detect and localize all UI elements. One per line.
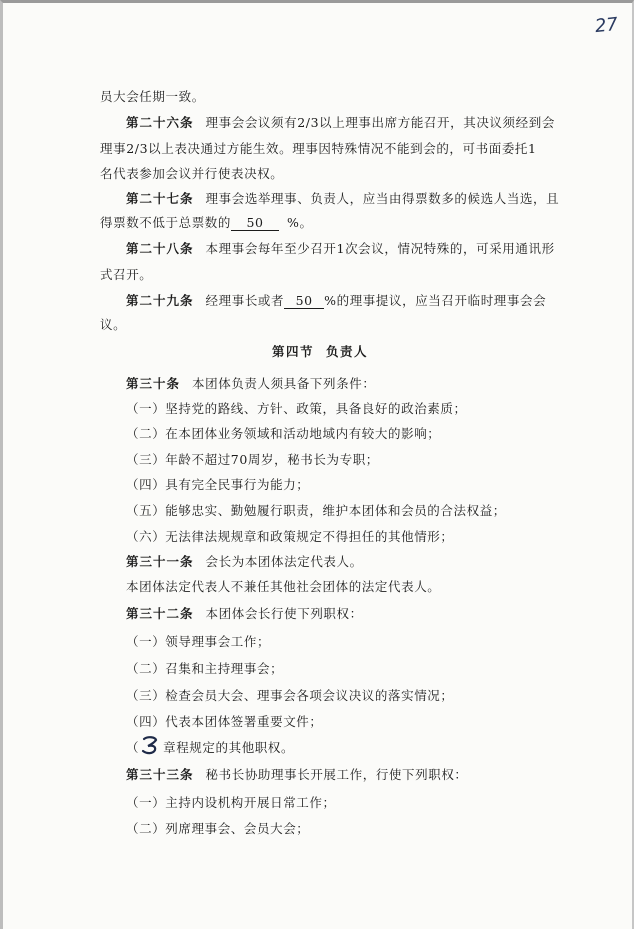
article-29-text: 议。 (100, 317, 127, 332)
article-33-title: 第三十三条 (126, 767, 194, 782)
article-33-line-1 (126, 767, 468, 783)
article-33-intro: 秘书长协助理事长开展工作，行使下列职权： (205, 767, 468, 782)
list-item: （一）主持内设机构开展日常工作； (126, 795, 336, 810)
list-item: （四）具有完全民事行为能力； (126, 477, 310, 492)
continuation-line (100, 89, 205, 105)
list-item: （六）无法律法规规章和政策规定不得担任的其他情形； (126, 529, 454, 544)
section-heading (3, 342, 634, 360)
article-32-intro: 本团体会长行使下列职权： (205, 606, 363, 621)
article-31-text: 会长为本团体法定代表人。 (205, 554, 363, 569)
article-27-line-2 (100, 215, 313, 231)
article-26-title: 第二十六条 (126, 115, 194, 130)
article-28-title: 第二十八条 (126, 241, 194, 256)
article-27-text: 理事会选举理事、负责人，应当由得票数多的候选人当选，且 (205, 191, 560, 206)
article-31-line-1 (126, 554, 363, 570)
article-31-title: 第三十一条 (126, 554, 194, 569)
fill-in-blank-50: 50 (231, 216, 279, 231)
list-item: （四）代表本团体签署重要文件； (126, 714, 323, 729)
article-26-line-3 (100, 166, 283, 182)
article-32-title: 第三十二条 (126, 606, 194, 621)
article-27-line-1 (126, 191, 559, 207)
list-item: （二）召集和主持理事会； (126, 661, 284, 676)
list-item: （二）在本团体业务领域和活动地域内有较大的影响； (126, 426, 441, 441)
article-26-text: 名代表参加会议并行使表决权。 (100, 166, 284, 181)
list-item: （三）年龄不超过70周岁，秘书长为专职； (126, 452, 379, 467)
handwritten-page-number: 27 (593, 13, 619, 38)
list-item: （三）检查会员大会、理事会各项会议决议的落实情况； (126, 688, 454, 703)
section-title: 负责人 (326, 344, 369, 359)
article-29-text: %的理事提议，应当召开临时理事会会 (324, 293, 547, 308)
article-28-text: 式召开。 (100, 267, 153, 282)
article-27-text: 得票数不低于总票数的 (100, 215, 232, 230)
article-32-line-1 (126, 606, 363, 622)
article-28-line-1 (126, 241, 555, 257)
article-26-line-1 (126, 115, 555, 131)
article-29-text: 经理事长或者 (205, 293, 285, 308)
list-item: （五）能够忠实、勤勉履行职责，维护本团体和会员的合法权益； (126, 503, 506, 518)
handwritten-correction-mark (140, 734, 162, 756)
article-30-title: 第三十条 (126, 376, 181, 391)
list-item: （一）领导理事会工作； (126, 634, 271, 649)
article-26-line-2 (100, 141, 537, 157)
article-28-text: 本理事会每年至少召开1次会议，情况特殊的，可采用通讯形 (205, 241, 555, 256)
paragraph-text: 员大会任期一致。 (100, 89, 205, 104)
article-26-text: 理事2/3以上表决通过方能生效。理事因特殊情况不能到会的，可书面委托1 (100, 141, 537, 156)
article-29-title: 第二十九条 (126, 293, 194, 308)
item-5-paren: （ (126, 740, 140, 755)
article-29-line-1 (126, 293, 546, 309)
item-5-text: 章程规定的其他职权。 (163, 740, 295, 755)
section-number: 第四节 (271, 344, 314, 359)
article-26-text: 理事会会议须有2/3以上理事出席方能召开，其决议须经到会 (205, 115, 555, 130)
list-item: （二）列席理事会、会员大会； (126, 821, 310, 836)
fill-in-blank-50: 50 (284, 294, 324, 309)
article-28-line-2 (100, 267, 152, 283)
article-29-line-2 (100, 317, 126, 333)
article-27-title: 第二十七条 (126, 191, 194, 206)
article-30-line-1 (126, 376, 375, 392)
article-27-text: %。 (287, 215, 313, 230)
list-item: （一）坚持党的路线、方针、政策，具备良好的政治素质； (126, 401, 467, 416)
article-31-line-2: 本团体法定代表人不兼任其他社会团体的法定代表人。 (126, 579, 441, 594)
article-30-intro: 本团体负责人须具备下列条件： (192, 376, 376, 391)
